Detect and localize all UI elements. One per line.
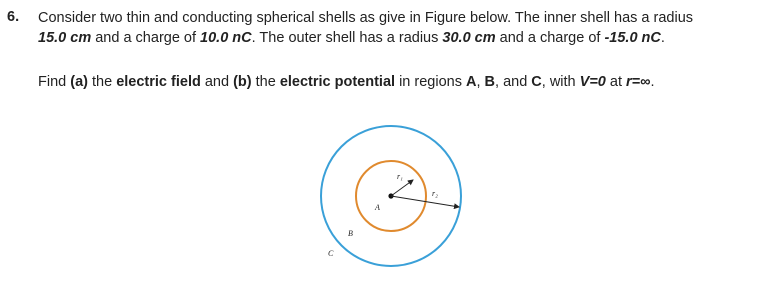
infinity-condition: r=∞ (626, 74, 651, 90)
line-3-text-6: , (476, 74, 485, 90)
inner-charge-value: 10.0 nC (200, 30, 252, 46)
line-3-text-1: Find (38, 74, 71, 90)
r2-label: r₂ (432, 189, 438, 198)
part-b-label: (b) (233, 74, 252, 90)
electric-field-term: electric field (116, 74, 201, 90)
region-b-marker: B (348, 229, 353, 238)
inner-radius-value: 15.0 cm (38, 30, 92, 46)
line-3-text-3: and (200, 74, 234, 90)
region-c-label: C (531, 74, 542, 90)
problem-number: 6. (7, 9, 20, 25)
line-3-text-8: , with (541, 74, 580, 90)
r1-label: r₁ (397, 172, 403, 181)
line-3-text-10: . (650, 74, 655, 90)
line-2-text-1: and a charge of (91, 30, 201, 46)
problem-line-1-text: Consider two thin and conducting spherical shells as give in Figure below. The inner shell has a radius (38, 10, 694, 26)
electric-potential-term: electric potential (279, 74, 396, 90)
region-a-marker: A (375, 203, 380, 212)
line-3-text-9: at (605, 74, 627, 90)
r1-arrow (391, 180, 413, 196)
region-c-marker: C (328, 249, 334, 258)
region-a-label: A (465, 74, 477, 90)
part-a-label: (a) (70, 74, 88, 90)
line-3-text-5: in regions (395, 74, 466, 90)
line-2-text-3: and a charge of (495, 30, 605, 46)
potential-condition: V=0 (579, 74, 606, 90)
line-3-text-7: , and (495, 74, 532, 90)
region-b-label: B (484, 74, 496, 90)
line-2-text-4: . (660, 30, 665, 46)
line-2-text-2: . The outer shell has a radius (251, 30, 443, 46)
line-3-text-4: the (251, 74, 280, 90)
outer-charge-value: -15.0 nC (604, 30, 661, 46)
outer-radius-value: 30.0 cm (442, 30, 496, 46)
line-3-text-2: the (87, 74, 117, 90)
